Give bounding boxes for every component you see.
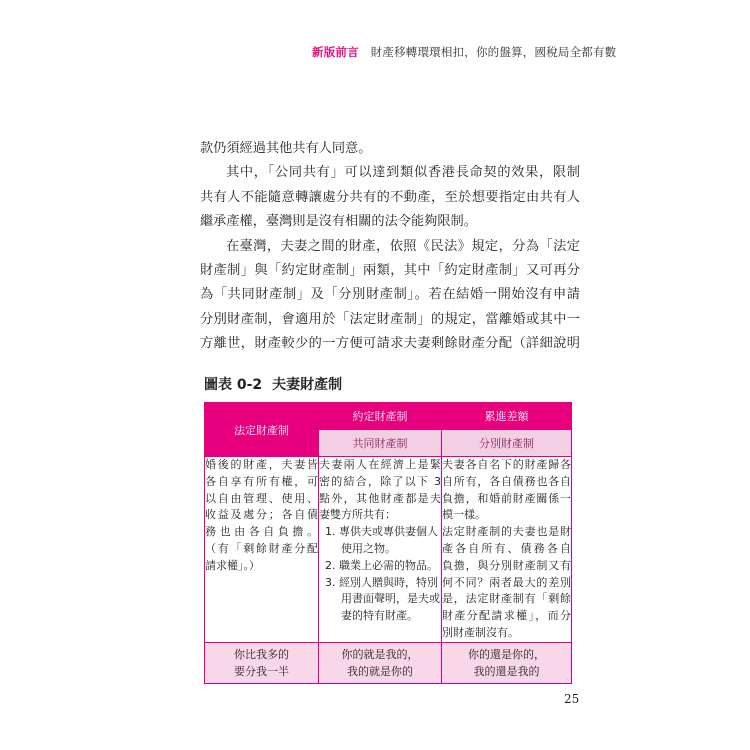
- cell-line: 點外，其他財產都是夫: [319, 491, 441, 505]
- figure-title: 夫妻財產制: [272, 377, 343, 393]
- cell-line: 是，法定財產制有「剩餘: [442, 592, 571, 606]
- cell-line: 以自由管理、使用、: [205, 491, 318, 505]
- body-line: 分別財產制，會適用於「法定財產制」的規定，當離婚或其中一: [200, 311, 580, 327]
- cell-line: 妻的特有財產。: [341, 609, 418, 623]
- figure-number: 圖表 0-2: [204, 377, 263, 393]
- body-line: 款仍須經過其他共有人同意。: [200, 141, 372, 156]
- cell-separate-description: [442, 457, 572, 643]
- header-accumulated: 累進差額: [442, 403, 572, 430]
- cell-line: 財產分配請求權」，而分: [442, 609, 571, 623]
- cell-line: 自所有，各自債務也各自: [442, 474, 571, 488]
- footer-joint-summary: [319, 642, 442, 683]
- cell-line: 3. 經別人贈與時，特別: [325, 575, 438, 589]
- cell-line: 請求權」。）: [205, 558, 260, 572]
- cell-line: 何不同？兩者最大的差別: [442, 575, 571, 589]
- header-joint-system: 共同財產制: [319, 430, 442, 457]
- cell-line: 務也由各自負擔。: [205, 525, 318, 539]
- cell-line: 夫妻各自名下的財產歸各: [442, 458, 571, 471]
- cell-line: 法定財產制的夫妻也是財: [442, 525, 571, 539]
- header-contract-system: 約定財產制: [319, 403, 442, 430]
- cell-line: 負擔，與分別財產制又有: [442, 558, 571, 572]
- cell-line: 別財產制沒有。: [442, 625, 519, 639]
- footer-line: 要分我一半: [234, 664, 289, 678]
- footer-line: 我的還是我的: [473, 664, 540, 678]
- cell-line: 妻雙方所共有：: [319, 508, 396, 522]
- cell-line: 模一樣。: [442, 508, 486, 522]
- header-separate-system: 分別財產制: [442, 430, 572, 457]
- body-line: 共有人不能隨意轉讓處分共有的不動產，至於想要指定由共有人: [200, 189, 580, 205]
- cell-line: 收益及處分；各自債: [205, 508, 318, 522]
- body-line: 在臺灣，夫妻之間的財產，依照《民法》規定，分為「法定: [226, 238, 580, 254]
- cell-legal-description: [205, 457, 319, 643]
- cell-line: （有「剩餘財產分配: [205, 541, 318, 555]
- cell-joint-description: [319, 457, 442, 643]
- cell-line: 產各自所有、債務各自: [442, 541, 571, 555]
- body-line: 繼承產權，臺灣則是沒有相關的法令能夠限制。: [200, 214, 477, 230]
- cell-line: 用書面聲明，是夫或: [341, 592, 440, 606]
- cell-line: 密的結合，除了以下 3: [319, 474, 441, 488]
- body-line: 方離世，財產較少的一方便可請求夫妻剩餘財產分配（詳細說明: [200, 336, 580, 352]
- running-header: [312, 44, 617, 60]
- footer-line: 我的就是你的: [347, 664, 413, 678]
- cell-line: 2. 職業上必需的物品。: [325, 558, 438, 572]
- footer-line: 你比我多的: [234, 647, 289, 661]
- cell-line: 婚後的財產，夫妻皆: [205, 458, 318, 471]
- body-text: [200, 137, 580, 357]
- cell-line: 使用之物。: [341, 541, 396, 555]
- cell-line: 負擔，和婚前財產關係一: [442, 491, 571, 505]
- header-legal-system: 法定財產制: [205, 403, 319, 457]
- footer-line: 你的就是我的，: [341, 647, 419, 661]
- figure-caption: [204, 374, 342, 394]
- cell-line: 各自享有所有權，可: [205, 474, 318, 488]
- section-label: 新版前言: [312, 45, 359, 59]
- cell-line: 夫妻兩人在經濟上是緊: [319, 458, 441, 471]
- footer-legal-summary: [205, 642, 319, 683]
- property-system-table: [204, 402, 572, 684]
- footer-separate-summary: [442, 642, 572, 683]
- body-line: 財產制」與「約定財產制」兩類，其中「約定財產制」又可再分: [200, 262, 580, 278]
- chapter-subtitle: 財產移轉環環相扣，你的盤算，國稅局全都有數: [370, 45, 617, 59]
- page-number: 25: [564, 692, 580, 706]
- footer-line: 你的還是你的，: [468, 647, 545, 661]
- body-line: 其中，「公同共有」可以達到類似香港長命契的效果，限制: [226, 165, 580, 181]
- cell-line: 1. 專供夫或專供妻個人: [325, 525, 438, 539]
- body-line: 為「共同財產制」及「分別財產制」。若在結婚一開始沒有申請: [200, 287, 580, 303]
